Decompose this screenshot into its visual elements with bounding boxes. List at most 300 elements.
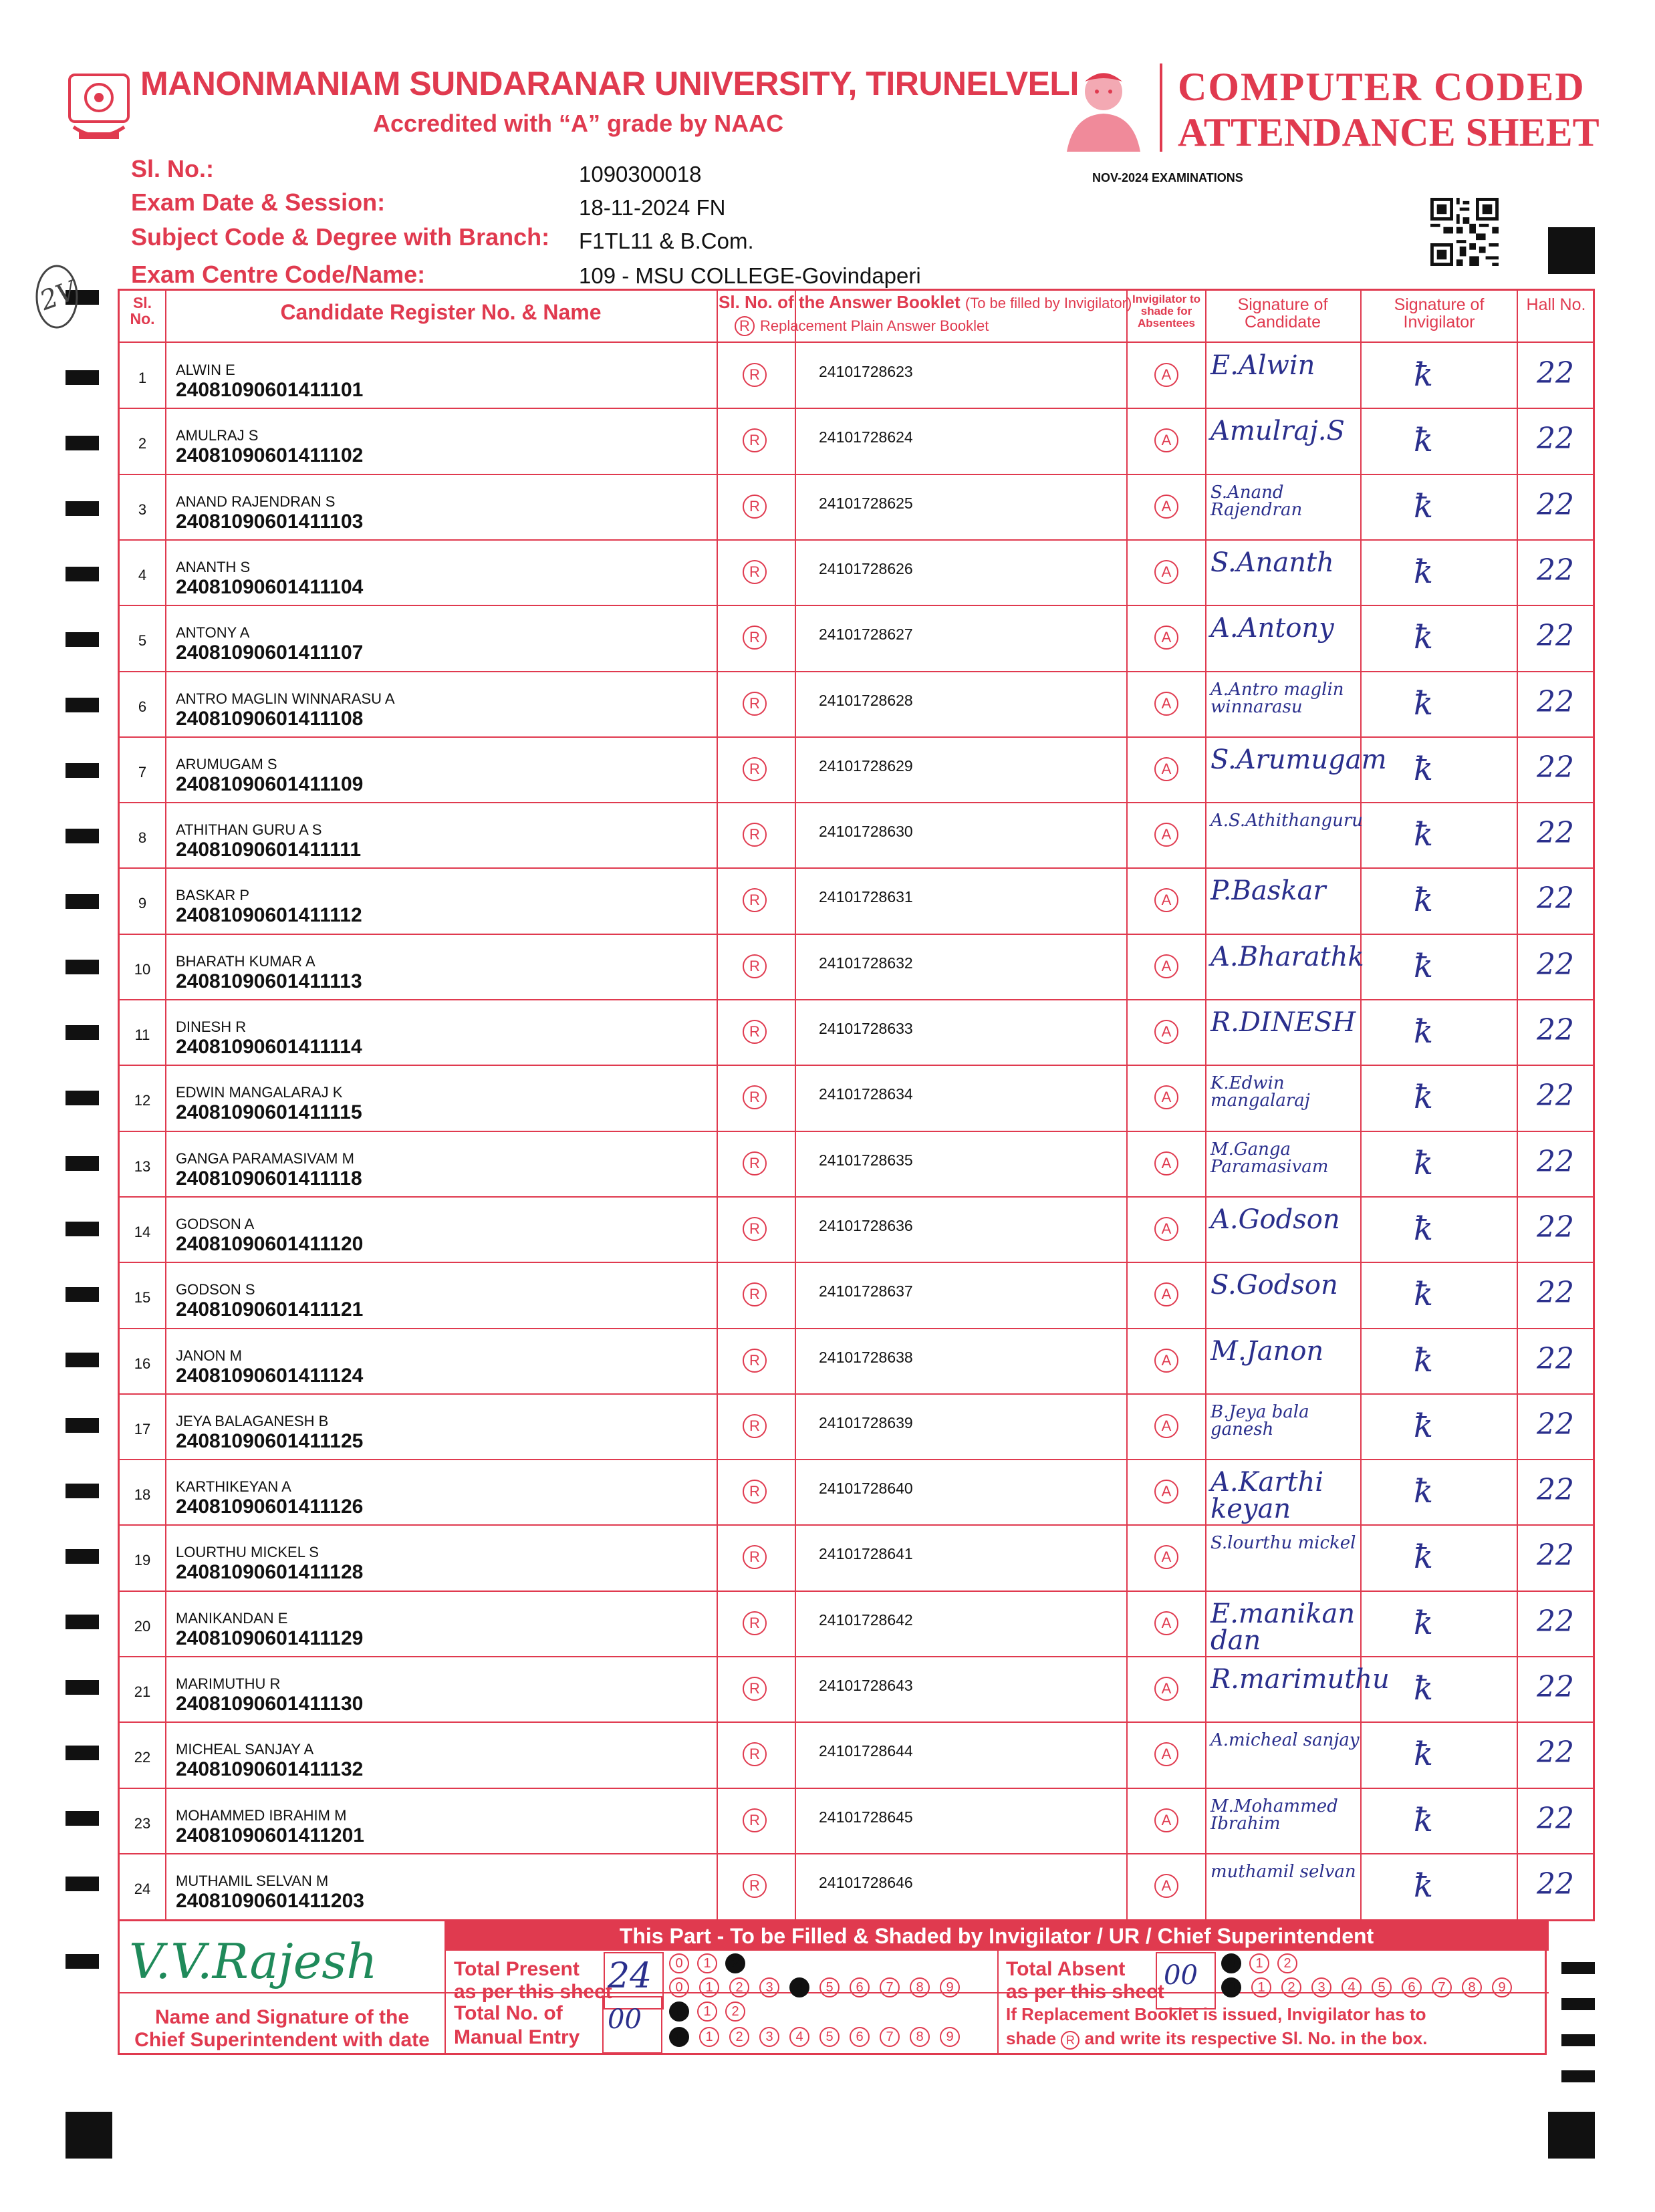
register-number: 24081090601411111 [176,839,362,861]
invigilator-signature: ꝁ [1414,1210,1434,1248]
digit-bubble[interactable]: 0 [1221,1953,1241,1973]
booklet-number: 24101728637 [819,1282,913,1300]
chief-superintendent-signature: V.V.Rajesh [129,1933,378,1989]
total-absent-label-2: as per this sheet [1006,1981,1164,2003]
right-bottom-mark-1 [1561,1962,1595,1974]
row-divider [120,867,1593,869]
row-divider [120,999,1593,1000]
digit-bubble[interactable]: 1 [697,1953,717,1973]
digit-bubble[interactable]: 9 [1492,1977,1512,1997]
invigilator-signature: ꝁ [1414,881,1434,920]
absentee-bubble[interactable]: A [1154,1085,1178,1109]
absentee-bubble[interactable]: A [1154,888,1178,912]
hall-number: 22 [1537,750,1574,785]
candidate-signature: R.marimuthu [1211,1664,1390,1695]
timing-mark [66,1680,99,1695]
candidate-name: ARUMUGAM S [176,755,277,773]
candidate-signature: P.Baskar [1211,875,1326,907]
hall-number: 22 [1537,1341,1574,1376]
candidate-name: ANAND RAJENDRAN S [176,493,336,510]
absentee-bubble[interactable]: A [1154,823,1178,847]
qr-code-icon [1430,198,1499,266]
timing-mark [66,1615,99,1629]
timing-mark [66,1025,99,1040]
register-number: 24081090601411112 [176,904,362,927]
replacement-bubble[interactable]: R [743,1480,767,1504]
row-divider [120,934,1593,935]
timing-mark [66,1353,99,1367]
digit-bubble[interactable]: 2 [1277,1953,1297,1973]
invigilator-signature: ꝁ [1414,684,1434,722]
digit-bubble[interactable]: 8 [1462,1977,1482,1997]
absentee-bubble[interactable]: A [1154,1611,1178,1635]
booklet-number: 24101728641 [819,1545,913,1563]
table-row [120,934,1593,1000]
timing-mark [66,1418,99,1433]
timing-mark [66,1549,99,1564]
col-header-booklet [719,292,1132,312]
row-sl-no: 22 [134,1749,151,1766]
section-banner: This Part - To be Filled & Shaded by Invigilator / UR / Chief Superintendent [444,1921,1549,1951]
row-divider [120,474,1593,475]
candidate-name: ALWIN E [176,362,235,378]
row-divider [120,1328,1593,1329]
row-divider [120,605,1593,606]
invigilator-signature: ꝁ [1414,1407,1434,1445]
digit-bubble[interactable]: 7 [1432,1977,1452,1997]
row-sl-no: 3 [138,501,147,518]
digit-bubble[interactable]: 2 [725,2001,745,2022]
table-row [120,1525,1593,1591]
col-header-invigilator-shade: Invigilator to shade for Absentees [1132,293,1200,329]
replacement-bubble[interactable]: R [743,1020,767,1044]
total-present-value: 24 [608,1956,652,1996]
digit-bubble[interactable]: 1 [1249,1953,1269,1973]
replacement-bubble[interactable]: R [743,626,767,650]
booklet-number: 24101728633 [819,1020,913,1037]
sheet-title-line2: ATTENDANCE SHEET [1178,110,1600,154]
right-timing-mark-top [1548,227,1595,274]
candidate-signature: A.Karthi keyan [1211,1467,1324,1525]
booklet-number: 24101728632 [819,954,913,972]
replacement-bubble[interactable]: R [743,1874,767,1898]
digit-bubble[interactable]: 0 [669,1977,689,1997]
absentee-bubble[interactable]: A [1154,954,1178,978]
candidate-signature: R.DINESH [1211,1007,1356,1038]
digit-bubble[interactable]: 4 [789,1977,809,1997]
replacement-bubble[interactable]: R [743,1414,767,1438]
digit-bubble[interactable]: 0 [1221,1977,1241,1997]
field-value-sl-no: 1090300018 [579,162,702,186]
timing-mark [66,1222,99,1236]
booklet-number: 24101728627 [819,626,913,644]
digit-bubble[interactable]: 0 [669,2027,689,2047]
right-bottom-mark-4 [1561,2070,1595,2082]
col-header-booklet-title: Sl. No. of the Answer Booklet [719,292,961,312]
booklet-number: 24101728629 [819,756,913,775]
candidate-signature: S.Anand Rajendran [1211,482,1303,520]
header-divider [1160,63,1162,152]
table-row [120,474,1593,540]
register-number: 24081090601411113 [176,970,362,992]
invigilator-signature: ꝁ [1414,816,1434,854]
timing-mark [66,1954,99,1969]
register-number: 24081090601411126 [176,1496,364,1518]
replacement-bubble[interactable]: R [743,1349,767,1373]
hall-number: 22 [1537,1276,1574,1310]
candidate-signature: B.Jeya bala ganesh [1211,1401,1309,1439]
row-divider [120,1591,1593,1592]
candidate-signature: K.Edwin mangalaraj [1211,1073,1310,1111]
row-sl-no: 7 [138,763,147,781]
digit-bubble[interactable]: 0 [669,2001,689,2022]
timing-mark [66,436,99,450]
table-row [120,1197,1593,1262]
replacement-bubble[interactable]: R [743,495,767,519]
timing-mark [66,1287,99,1302]
timing-mark [66,1156,99,1171]
row-divider [120,1853,1593,1854]
replacement-bubble[interactable]: R [743,428,767,452]
row-sl-no: 12 [134,1092,151,1109]
hall-number: 22 [1537,947,1574,982]
hall-number: 22 [1537,1407,1574,1441]
replacement-bubble[interactable]: R [743,1677,767,1701]
total-present-label-2: as per this sheet [454,1981,612,2003]
digit-bubble[interactable]: 4 [789,2027,809,2047]
row-sl-no: 10 [134,960,151,978]
replacement-bubble[interactable]: R [743,757,767,781]
row-sl-no: 21 [134,1683,151,1700]
table-row [120,1131,1593,1197]
digit-bubble[interactable]: 1 [1251,1977,1271,1997]
register-number: 24081090601411108 [176,707,364,730]
row-sl-no: 6 [138,698,147,715]
candidate-signature: Amulraj.S [1211,416,1345,447]
invigilator-signature: ꝁ [1414,1801,1434,1839]
register-number: 24081090601411130 [176,1693,364,1715]
digit-bubble[interactable]: 4 [1342,1977,1362,1997]
replacement-bubble[interactable]: R [743,1282,767,1306]
absentee-bubble[interactable]: A [1154,1480,1178,1504]
absentee-bubble[interactable]: A [1154,1677,1178,1701]
replacement-note-shade: shade [1006,2028,1057,2048]
absentee-bubble[interactable]: A [1154,1742,1178,1766]
table-row [120,540,1593,605]
row-sl-no: 5 [138,632,147,650]
register-number: 24081090601411101 [176,379,364,401]
hall-number: 22 [1537,1670,1574,1704]
booklet-number: 24101728630 [819,823,913,841]
hall-number: 22 [1537,1210,1574,1244]
attendance-table [118,289,1595,1921]
booklet-number: 24101728635 [819,1151,913,1169]
replacement-note-line2 [1006,2028,1428,2050]
digit-bubble[interactable]: 2 [1281,1977,1301,1997]
hall-number: 22 [1537,1604,1574,1639]
replacement-bubble[interactable]: R [743,823,767,847]
hall-number: 22 [1537,487,1574,522]
candidate-name: BHARATH KUMAR A [176,952,315,970]
register-number: 24081090601411118 [176,1167,362,1190]
row-sl-no: 15 [134,1289,151,1306]
row-divider [120,1393,1593,1395]
row-divider [120,736,1593,738]
digit-bubble[interactable]: 8 [910,1977,930,1997]
absentee-bubble[interactable]: A [1154,560,1178,584]
row-sl-no: 9 [138,895,147,912]
table-row [120,1722,1593,1788]
cs-label-line2: Chief Superintendent with date [134,2029,430,2051]
booklet-number: 24101728645 [819,1808,913,1826]
invigilator-section [118,1921,1547,2055]
hall-number: 22 [1537,1144,1574,1179]
register-number: 24081090601411103 [176,510,364,533]
digit-bubble[interactable]: 2 [729,1977,749,1997]
register-number: 24081090601411114 [176,1036,362,1058]
row-sl-no: 23 [134,1814,151,1832]
candidate-signature: M.Ganga Paramasivam [1211,1139,1329,1177]
replacement-label: Replacement Plain Answer Booklet [760,317,989,334]
row-sl-no: 20 [134,1617,151,1635]
booklet-number: 24101728646 [819,1873,913,1891]
invigilator-signature: ꝁ [1414,1604,1434,1642]
replacement-bubble[interactable]: R [743,1217,767,1241]
row-sl-no: 13 [134,1157,151,1175]
hall-number: 22 [1537,816,1574,851]
table-row [120,1854,1593,1919]
row-divider [120,1656,1593,1657]
candidate-signature: E.Alwin [1211,350,1315,381]
register-number: 24081090601411124 [176,1364,364,1387]
absentee-bubble[interactable]: A [1154,1545,1178,1569]
table-row [120,868,1593,934]
candidate-name: BASKAR P [176,887,250,904]
booklet-number: 24101728644 [819,1742,913,1760]
candidate-signature: A.S.Athithanguru [1211,811,1364,831]
replacement-bubble[interactable]: R [743,1545,767,1569]
absentee-bubble[interactable]: A [1154,1020,1178,1044]
table-row [120,672,1593,737]
register-number: 24081090601411128 [176,1561,364,1584]
hall-number: 22 [1537,1013,1574,1047]
register-number: 24081090601411104 [176,575,364,598]
hall-number: 22 [1537,1079,1574,1113]
timing-mark [66,501,99,516]
candidate-signature: S.Ananth [1211,547,1334,578]
digit-bubble[interactable]: 6 [850,2027,870,2047]
replacement-r-symbol: R [735,316,755,336]
row-divider [120,1262,1593,1263]
replacement-bubble[interactable]: R [743,1151,767,1176]
booklet-number: 24101728628 [819,691,913,709]
candidate-name: JANON M [176,1347,242,1364]
absentee-bubble[interactable]: A [1154,428,1178,452]
candidate-signature: M.Mohammed Ibrahim [1211,1796,1338,1834]
col-header-hall: Hall No. [1526,295,1586,314]
booklet-number: 24101728625 [819,494,913,512]
table-row [120,1394,1593,1460]
field-label-sl-no: Sl. No.: [131,155,214,182]
digit-bubble[interactable]: 7 [880,1977,900,1997]
booklet-number: 24101728643 [819,1677,913,1694]
candidate-signature: A.Antony [1211,613,1334,644]
booklet-number: 24101728639 [819,1413,913,1431]
timing-mark [66,1484,99,1498]
invigilator-signature: ꝁ [1414,1473,1434,1511]
row-divider [120,1721,1593,1723]
replacement-bubble[interactable]: R [743,560,767,584]
absentee-bubble[interactable]: A [1154,1349,1178,1373]
digit-bubble[interactable]: 7 [880,2027,900,2047]
candidate-signature: E.manikan dan [1211,1598,1356,1656]
candidate-signature: S.Godson [1211,1270,1338,1301]
digit-bubble[interactable]: 9 [940,1977,960,1997]
digit-bubble[interactable]: 5 [1372,1977,1392,1997]
manual-entry-value: 00 [608,2004,642,2035]
sheet-title-line1: COMPUTER CODED [1178,65,1585,109]
timing-mark [66,1746,99,1760]
row-sl-no: 4 [138,566,147,583]
row-sl-no: 24 [134,1880,151,1897]
candidate-signature: S.Arumugam [1211,744,1387,775]
digit-bubble[interactable]: 2 [725,1953,745,1973]
field-label-centre: Exam Centre Code/Name: [131,261,426,288]
candidate-name: MOHAMMED IBRAHIM M [176,1806,347,1824]
booklet-number: 24101728626 [819,559,913,577]
register-number: 24081090601411102 [176,444,364,467]
row-sl-no: 11 [134,1026,150,1043]
right-bottom-mark-3 [1561,2034,1595,2046]
col-header-sl: Sl. No. [130,294,155,328]
total-present-label-1: Total Present [454,1958,580,1980]
replacement-bubble[interactable]: R [743,954,767,978]
table-row [120,1657,1593,1722]
hall-number: 22 [1537,684,1574,719]
candidate-name: ATHITHAN GURU A S [176,821,322,839]
booklet-number: 24101728640 [819,1480,913,1498]
candidate-name: JEYA BALAGANESH B [176,1412,329,1429]
row-divider [120,1459,1593,1460]
total-absent-label-1: Total Absent [1006,1958,1126,1980]
candidate-name: DINESH R [176,1018,247,1035]
digit-bubble[interactable]: 8 [910,2027,930,2047]
table-row [120,343,1593,408]
hall-number: 22 [1537,553,1574,587]
total-absent-value: 00 [1164,1960,1198,1991]
register-number: 24081090601411115 [176,1101,362,1124]
right-timing-mark-bottom [1548,2112,1595,2159]
digit-bubble[interactable]: 1 [697,2001,717,2022]
absentee-bubble[interactable]: A [1154,495,1178,519]
manual-entry-label-2: Manual Entry [454,2026,580,2048]
table-row [120,1788,1593,1854]
absentee-bubble[interactable]: A [1154,692,1178,716]
absentee-bubble[interactable]: A [1154,363,1178,387]
invigilator-signature: ꝁ [1414,1867,1434,1905]
timing-mark [66,763,99,778]
field-label-subject: Subject Code & Degree with Branch: [131,223,550,251]
digit-bubble[interactable]: 1 [699,2027,719,2047]
replacement-bubble[interactable]: R [743,1611,767,1635]
digit-bubble[interactable]: 3 [759,1977,779,1997]
manual-entry-label-1: Total No. of [454,2002,563,2024]
absentee-bubble[interactable]: A [1154,626,1178,650]
founder-portrait-icon [1060,61,1147,152]
table-row [120,737,1593,803]
replacement-bubble[interactable]: R [743,363,767,387]
timing-mark [66,370,99,385]
timing-mark [66,1811,99,1826]
invigilator-signature: ꝁ [1414,356,1434,394]
table-row [120,803,1593,868]
replacement-bubble[interactable]: R [743,1085,767,1109]
candidate-name: MICHEAL SANJAY A [176,1741,314,1758]
digit-bubble[interactable]: 5 [819,2027,840,2047]
digit-bubble[interactable]: 3 [759,2027,779,2047]
table-row [120,1065,1593,1131]
absentee-bubble[interactable]: A [1154,1874,1178,1898]
corner-mark-bottom-left [66,2112,112,2159]
digit-bubble[interactable]: 6 [850,1977,870,1997]
digit-bubble[interactable]: 1 [699,1977,719,1997]
digit-bubble[interactable]: 3 [1311,1977,1331,1997]
absentee-bubble[interactable]: A [1154,1808,1178,1832]
register-number: 24081090601411201 [176,1824,364,1846]
candidate-name: ANANTH S [176,558,251,575]
row-divider [120,1524,1593,1526]
absentee-bubble[interactable]: A [1154,757,1178,781]
candidate-name: AMULRAJ S [176,427,259,444]
replacement-bubble[interactable]: R [743,1742,767,1766]
hall-number: 22 [1537,881,1574,916]
replacement-bubble[interactable]: R [743,692,767,716]
right-bottom-mark-2 [1561,1998,1595,2010]
candidate-signature: A.micheal sanjay [1211,1730,1360,1751]
col-header-candidate: Candidate Register No. & Name [280,300,602,324]
register-number: 24081090601411121 [176,1298,364,1321]
booklet-number: 24101728636 [819,1216,913,1234]
table-row [120,408,1593,474]
absentee-bubble[interactable]: A [1154,1414,1178,1438]
timing-mark [66,894,99,909]
table-row [120,605,1593,671]
digit-bubble[interactable]: 0 [669,1953,689,1973]
register-number: 24081090601411203 [176,1889,364,1912]
candidate-name: GODSON S [176,1281,255,1298]
digit-bubble[interactable]: 6 [1402,1977,1422,1997]
invigilator-signature: ꝁ [1414,947,1434,985]
invigilator-signature: ꝁ [1414,487,1434,525]
replacement-note-r-symbol: R [1061,2031,1079,2050]
replacement-bubble[interactable]: R [743,1808,767,1832]
invigilator-signature: ꝁ [1414,1144,1434,1182]
row-sl-no: 19 [134,1552,151,1569]
absentee-bubble[interactable]: A [1154,1151,1178,1176]
row-sl-no: 1 [138,370,147,386]
digit-bubble[interactable]: 2 [729,2027,749,2047]
university-emblem-icon [67,71,131,144]
row-divider [120,1131,1593,1132]
digit-bubble[interactable]: 5 [819,1977,840,1997]
row-sl-no: 14 [134,1223,151,1240]
candidate-name: KARTHIKEYAN A [176,1478,291,1496]
candidate-name: MANIKANDAN E [176,1609,288,1627]
absentee-bubble[interactable]: A [1154,1282,1178,1306]
absentee-bubble[interactable]: A [1154,1217,1178,1241]
digit-bubble[interactable]: 9 [940,2027,960,2047]
replacement-bubble[interactable]: R [743,888,767,912]
